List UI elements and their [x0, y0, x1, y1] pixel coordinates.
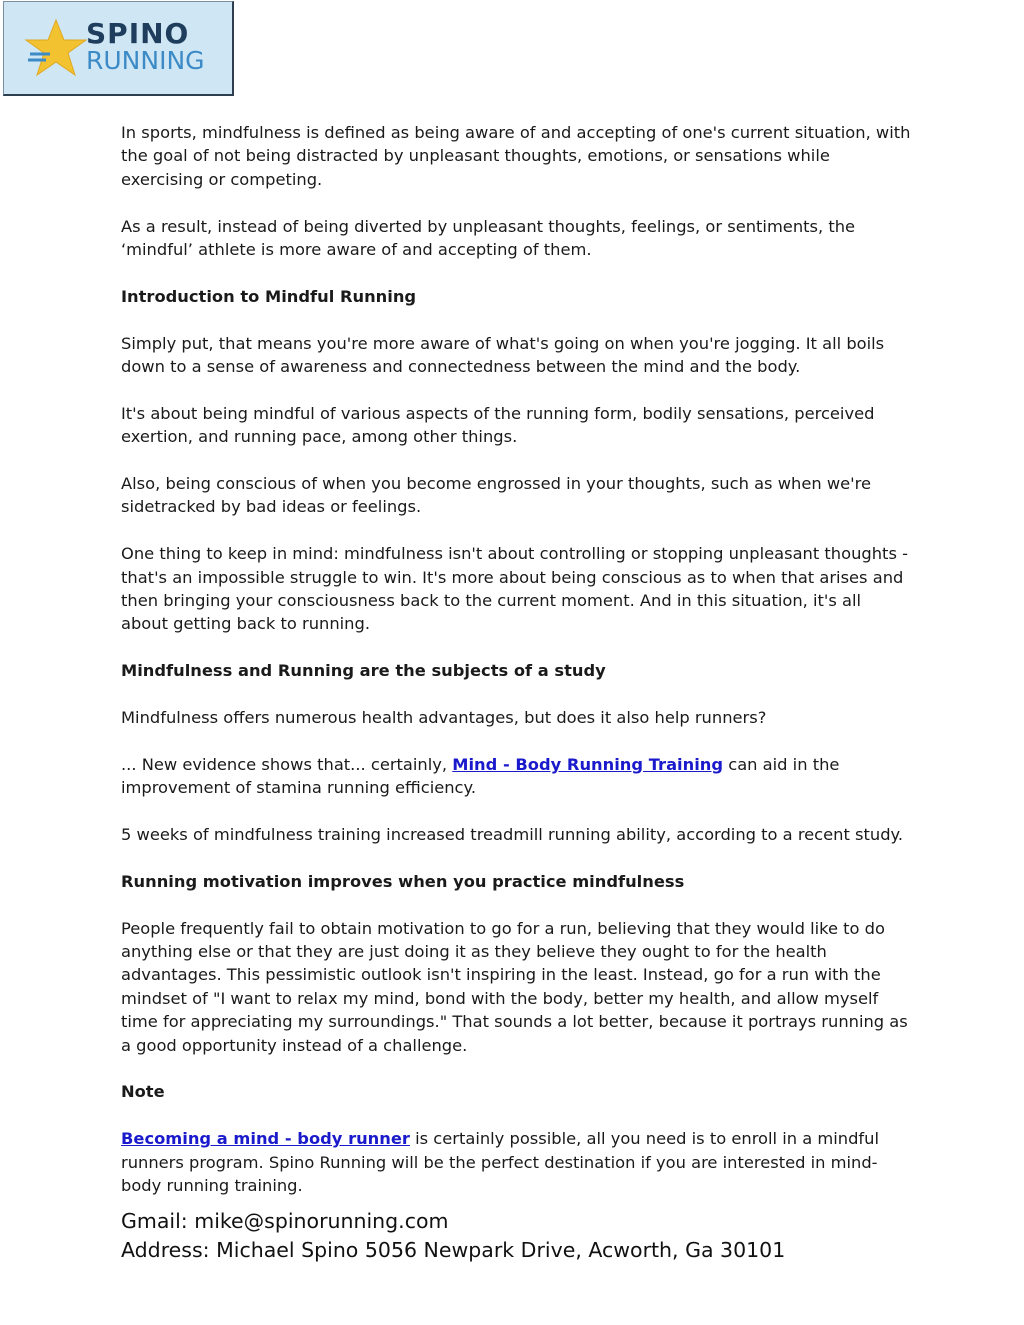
star-icon [24, 18, 88, 78]
heading-motivation: Running motivation improves when you practice mindfulness [121, 871, 685, 891]
article-body [121, 121, 911, 1221]
logo-word-spino: SPINO [86, 17, 190, 50]
paragraph-five-weeks: 5 weeks of mindfulness training increased treadmill running ability, according to a recent study. [121, 825, 904, 845]
heading-introduction: Introduction to Mindful Running [121, 286, 417, 306]
paragraph-result: As a result, instead of being diverted by unpleasant thoughts, feelings, or sentiments, the ‘mindful’ athlete is more aware of and accepting of them. [121, 216, 856, 260]
paragraph-new-evidence-lead: ... New evidence shows that... certainly, [121, 754, 453, 774]
contact-address: Address: Michael Spino 5056 Newpark Drive, Acworth, Ga 30101 [121, 1238, 786, 1262]
paragraph-note-tail: is certainly possible, all you need is to enroll in a mindful runners program. Spino Running will be the perfect destination if you are interested in mind-body running training. [121, 1129, 879, 1196]
logo-word-running: RUNNING [86, 46, 205, 75]
paragraph-motivation: People frequently fail to obtain motivation to go for a run, believing that they would like to do anything else or that they are just doing it as they believe they ought to for the health advantages. This pessimistic outlook isn't inspiring in the least. Instead, go for a run with the mindset of "I want to relax my mind, bond with the body, better my health, and allow myself time for appreciating my surroundings." That sounds a lot better, because it portrays running as a good opportunity instead of a challenge. [121, 918, 908, 1055]
paragraph-conscious: Also, being conscious of when you become engrossed in your thoughts, such as when we're sidetracked by bad ideas or feelings. [121, 474, 872, 517]
paragraph-simply-put: Simply put, that means you're more aware of what's going on when you're jogging. It all boils down to a sense of awareness and connectedness between the mind and the body. [121, 333, 885, 377]
heading-study: Mindfulness and Running are the subjects of a study [121, 661, 606, 681]
mind-body-runner-link[interactable]: Becoming a mind - body runner [121, 1129, 410, 1149]
paragraph-one-thing: One thing to keep in mind: mindfulness isn't about controlling or stopping unpleasant thoughts - that's an impossible struggle to win. It's more about being conscious as to when that arises and then bringing your consciousness back to the current moment. And in this situation, it's all about getting back to running. [121, 544, 908, 634]
paragraph-new-evidence [121, 753, 911, 800]
heading-note: Note [121, 1082, 165, 1102]
paragraph-health-advantages: Mindfulness offers numerous health advantages, but does it also help runners? [121, 708, 767, 728]
paragraph-intro: In sports, mindfulness is defined as being aware of and accepting of one's current situation, with the goal of not being distracted by unpleasant thoughts, emotions, or sensations while exercising or competing. [121, 123, 911, 189]
contact-footer [121, 1207, 785, 1265]
contact-gmail: Gmail: mike@spinorunning.com [121, 1209, 449, 1233]
site-logo[interactable] [3, 1, 234, 96]
mind-body-training-link[interactable]: Mind - Body Running Training [452, 754, 724, 774]
paragraph-mindful-aspects: It's about being mindful of various aspects of the running form, bodily sensations, perceived exertion, and running pace, among other things. [121, 403, 875, 447]
paragraph-new-evidence-tail: can aid in the improvement of stamina running efficiency. [121, 754, 840, 798]
paragraph-note [121, 1127, 911, 1197]
